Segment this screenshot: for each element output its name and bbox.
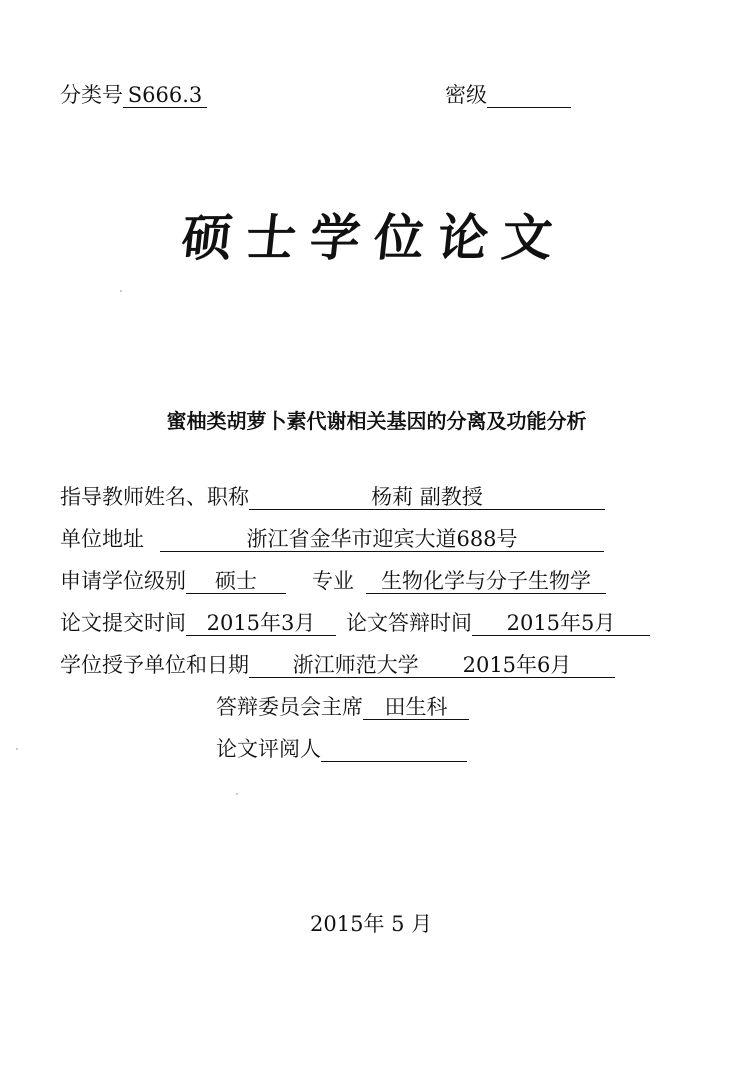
thesis-title: 蜜柚类胡萝卜素代谢相关基因的分离及功能分析 <box>166 409 587 433</box>
submit-label: 论文提交时间 <box>60 611 186 635</box>
grant-unit: 浙江师范大学 <box>292 653 419 677</box>
classification-label: 分类号 <box>60 83 123 107</box>
address-value: 浙江省金华市迎宾大道688号 <box>160 526 604 552</box>
reviewer-value <box>321 736 467 762</box>
degree-label: 申请学位级别 <box>60 569 186 593</box>
address-row <box>60 526 604 552</box>
degree-value: 硕士 <box>186 568 286 594</box>
major-value: 生物化学与分子生物学 <box>366 568 606 594</box>
classification-value: S666.3 <box>123 82 207 108</box>
chair-row <box>216 694 469 720</box>
reviewer-label: 论文评阅人 <box>216 737 321 761</box>
reviewer-row <box>216 736 467 762</box>
defense-row <box>346 610 650 636</box>
submit-row <box>60 610 336 636</box>
submit-value: 2015年3月 <box>186 610 336 636</box>
advisor-label: 指导教师姓名、职称 <box>60 485 249 509</box>
secret-level-row <box>445 82 571 108</box>
scan-speck <box>16 748 18 750</box>
major-row <box>312 568 606 594</box>
scan-speck <box>120 290 122 292</box>
degree-row <box>60 568 286 594</box>
defense-value: 2015年5月 <box>472 610 650 636</box>
address-label: 单位地址 <box>60 527 144 551</box>
main-title: 硕士学位论文 <box>178 209 570 267</box>
grant-row <box>60 652 615 678</box>
scan-speck <box>236 793 238 795</box>
defense-label: 论文答辩时间 <box>346 611 472 635</box>
secret-level-label: 密级 <box>445 83 487 107</box>
advisor-value: 杨莉 副教授 <box>249 484 605 510</box>
advisor-row <box>60 484 605 510</box>
grant-value <box>249 652 615 678</box>
classification-row <box>60 82 207 108</box>
major-label: 专业 <box>312 569 354 593</box>
footer-date: 2015年 5 月 <box>310 912 433 936</box>
grant-label: 学位授予单位和日期 <box>60 653 249 677</box>
chair-label: 答辩委员会主席 <box>216 695 363 719</box>
grant-date: 2015年6月 <box>462 653 572 677</box>
secret-level-value <box>487 82 571 108</box>
chair-value: 田生科 <box>363 694 469 720</box>
